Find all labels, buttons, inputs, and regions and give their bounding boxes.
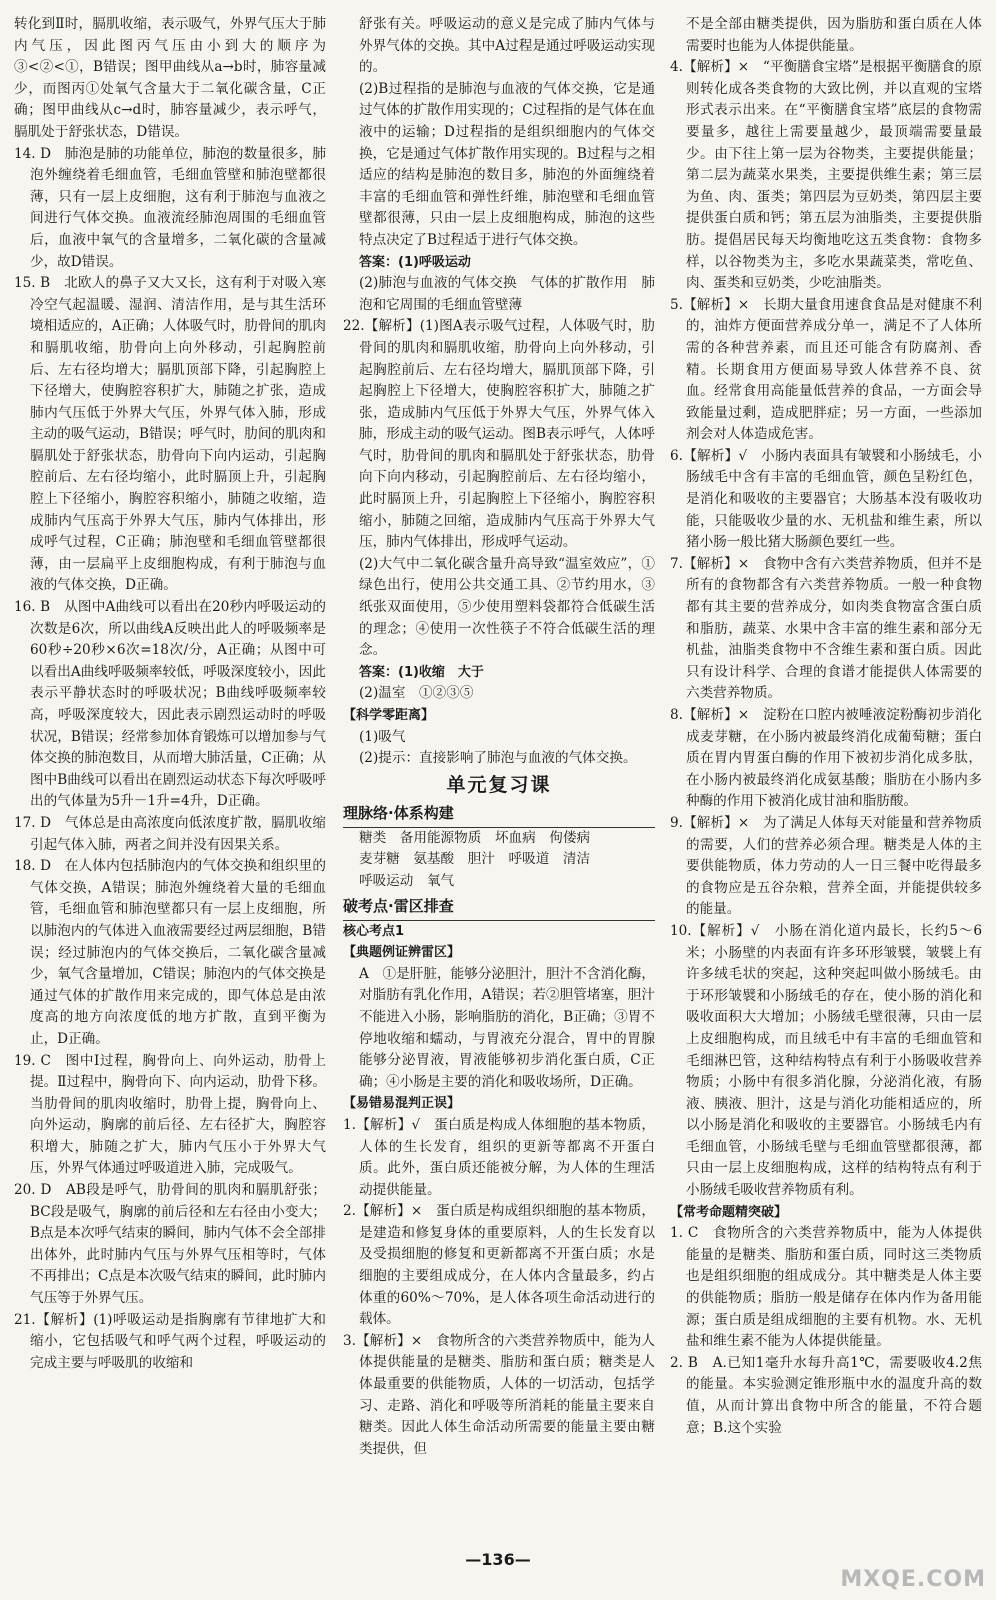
judge-7: 7.【解析】× 食物中含有六类营养物质，但并不是所有的食物都含有六类营养物质。一般一种食物都有其主要的营养成分，如肉类食物富含蛋白质和脂肪，蔬菜、水果中含丰富的维生素和部分无机盐，油脂类食物中不含维生素和蛋白质。因此只有设计科学、合理的食谱才能提供人体需要的六类营养物质。 [670, 555, 982, 702]
exam-answer-1: 1. C 食物所含的六类营养物质中，能为人体提供能量的是糖类、脂肪和蛋白质，同时这三类物质也是组织细胞的组成成分。其中糖类是人体主要的供能物质；脂肪一般是储存在体内作为备用能源；蛋白质是组成细胞的主要有机物。水、无机盐和维生素不能为人体提供能量。 [670, 1225, 982, 1350]
section-label: 【常考命题精突破】 [670, 1204, 788, 1220]
section-heading: 破考点·雷区排查 [343, 893, 655, 921]
answer-17: 17. D 气体总是由高浓度向低浓度扩散，膈肌收缩引起气体入肺，两者之间并没有因果关系。 [14, 814, 326, 853]
paragraph: (1)吸气 [359, 728, 406, 745]
judge-3: 3.【解析】× 食物所含的六类营养物质中，能为人体提供能量的是糖类、脂肪和蛋白质；糖类是人体最重要的供能物质，人体的一切活动，包括学习、走路、消化和呼吸等所消耗的能量主要来自糖类。因此人体生命活动所需要的能量主要由糖类提供，但 [343, 1332, 655, 1457]
answer-22: 22.【解析】(1)图A表示吸气过程，人体吸气时，肋骨间的肌肉和膈肌收缩，肋骨向上向外移动，引起胸腔前后、左右径均增大，膈肌顶部下降，引起胸腔上下径增大，使胸腔容积扩大，肺随之扩张，造成肺内气压低于外界大气压，外界气体入肺，形成主动的吸气运动。图B表示呼气，人体呼气时，肋骨间的肌肉和膈肌处于舒张状态，肋骨向下向内移动，引起胸腔前后、左右径均缩小，此时膈顶上升，引起胸腔上下径缩小，胸腔容积缩小，肺随之回缩，造成肺内气压高于外界大气压，肺内气体排出，形成呼气运动。 [343, 318, 655, 551]
section-label: 【典题例证辨雷区】 [343, 945, 461, 961]
keyword-row: 麦芽糖 氨基酸 胆汁 呼吸道 清洁 [359, 851, 591, 868]
paragraph: (2)B过程指的是肺泡与血液的气体交换，它是通过气体的扩散作用实现的；C过程指的是气体在血液中的运输；D过程指的是组织细胞内的气体交换，它是通过气体扩散作用实现的。B过程与之相适应的结构是肺泡的数目多，肺泡的外面缠绕着丰富的毛细血管和弹性纤维，肺泡壁和毛细血管壁都很薄，只由一层上皮细胞构成，肺泡的这些特点决定了B过程适于进行气体交换。 [359, 80, 655, 248]
judge-6: 6.【解析】√ 小肠内表面具有皱襞和小肠绒毛，小肠绒毛中含有丰富的毛细血管，颜色呈粉红色，是消化和吸收的主要器官；大肠基本没有吸收功能，只能吸收少量的水、无机盐和维生素，所以猪小肠一般比猪大肠颜色要红一些。 [670, 447, 982, 551]
judge-9: 9.【解析】× 为了满足人体每天对能量和营养物质的需要，人们的营养必须合理。糖类是人体的主要供能物质，体力劳动的人一日三餐中吃得最多的食物应是五谷杂粮，营养全面，并能提供较多的能量。 [670, 814, 982, 918]
answer-14: 14. D 肺泡是肺的功能单位，肺泡的数量很多，肺泡外缠绕着毛细血管，毛细血管壁和肺泡壁都很薄，只有一层上皮细胞，这有利于肺泡与血液之间进行气体交换。血液流经肺泡周围的毛细血管后，血液中氧气的含量增多，二氧化碳的含量减少，故D错误。 [14, 145, 326, 270]
paragraph: (2)温室 ①②③⑤ [359, 685, 474, 702]
keyword-row: 呼吸运动 氧气 [359, 872, 455, 889]
answer-21: 21.【解析】(1)呼吸运动是指胸廓有节律地扩大和缩小，它包括吸气和呼气两个过程，呼吸运动的完成主要与呼吸肌的收缩和 [14, 1311, 326, 1371]
judge-1: 1.【解析】√ 蛋白质是构成人体细胞的基本物质，人体的生长发育，组织的更新等都离不开蛋白质。此外，蛋白质还能被分解，为人体的生理活动提供能量。 [343, 1116, 655, 1198]
answer-20: 20. D AB段是呼气，肋骨间的肌肉和膈肌舒张；BC段是吸气，胸廓的前后径和左右径由小变大；B点是本次呼气结束的瞬间，肺内气体不会全部排出体外，此时肺内气压与外界气压相等时，气体不再排出；C点是本次吸气结束的瞬间，此时肺内气压等于外界气压。 [14, 1182, 326, 1307]
section-label: 【易错易混判正误】 [343, 1096, 461, 1112]
paragraph: (2)大气中二氧化碳含量升高导致“温室效应”，①绿色出行，使用公共交通工具、②节约用水，③纸张双面使用，⑤少使用塑料袋都符合低碳生活的理念；④使用一次性筷子不符合低碳生活的理念。 [359, 555, 655, 659]
judge-5: 5.【解析】× 长期大量食用速食食品是对健康不利的，油炸方便面营养成分单一，满足不了人体所需的各种营养素，而且还可能含有防腐剂、香精。长期食用方便面易导致人体营养不良、贫血。经常食用高能量低营养的食品，一方面会导致能量过剩，造成肥胖症；另一方面，一些添加剂会对人体造成危害。 [670, 296, 982, 443]
unit-title: 单元复习课 [446, 773, 552, 796]
answer-19: 19. C 图中Ⅰ过程，胸骨向上、向外运动，肋骨上提。Ⅱ过程中，胸骨向下、向内运动，肋骨下移。当肋骨间的肌肉收缩时，肋骨上提，胸骨向上、向外运动，胸廓的前后径、左右径扩大，胸腔容积增大，肺随之扩大，肺内气压小于外界大气压，外界气体通过呼吸道进入肺，完成吸气。 [14, 1052, 326, 1177]
answer-18: 18. D 在人体内包括肺泡内的气体交换和组织里的气体交换，A错误；肺泡外缠绕着大量的毛细血管，毛细血管和肺泡壁都只有一层上皮细胞，所以肺泡内的气体进入血液需要经过两层细胞，B错误；经过肺泡内的气体交换后，二氧化碳含量减少，氧气含量增加，C错误；肺泡内的气体交换是通过气体的扩散作用来完成的，即气体总是由浓度高的地方向浓度低的地方扩散，直到平衡为止，D正确。 [14, 858, 326, 1047]
judge-8: 8.【解析】× 淀粉在口腔内被唾液淀粉酶初步消化成麦芽糖，在小肠内被最终消化成葡萄糖；蛋白质在胃内胃蛋白酶的作用下被初步消化成多肽，在小肠内被最终消化成氨基酸；脂肪在小肠内多种酶的作用下被消化成甘油和脂肪酸。 [670, 707, 982, 810]
column-middle [343, 14, 655, 1460]
column-right [670, 14, 982, 1439]
paragraph: 转化到Ⅱ时，膈肌收缩，表示吸气，外界气压大于肺内气压，因此图丙气压由小到大的顺序为③<②<①，B错误；图甲曲线从a→b时，肺容量减少，而图丙①处氧气含量大于二氧化碳含量，C正确；图甲曲线从c→d时，肺容量减少，表示呼气，膈肌处于舒张状态，D错误。 [14, 16, 326, 140]
section-label: 【科学零距离】 [343, 708, 435, 723]
watermark: MXQE.COM [840, 1567, 986, 1592]
judge-10: 10.【解析】√ 小肠在消化道内最长，长约5～6米；小肠壁的内表面有许多环形皱襞，皱襞上有许多绒毛状的突起，这种突起叫做小肠绒毛。由于环形皱襞和小肠绒毛的存在，使小肠的消化和吸收面积大大增加；小肠绒毛壁很薄，只由一层上皮细胞构成，而且绒毛中有丰富的毛细血管和毛细淋巴管，这种结构特点有利于小肠吸收营养物质；小肠中有很多消化腺，分泌消化液，有肠液、胰液、胆汁，这是与消化功能相适应的，所以小肠是消化和吸收的主要器官。小肠绒毛内有毛细血管，小肠绒毛壁与毛细血管壁都很薄，都只由一层上皮细胞构成，这样的结构特点有利于小肠绒毛吸收营养物质有利。 [670, 922, 982, 1199]
exam-answer-2: 2. B A.已知1毫升水每升高1℃，需要吸收4.2焦的能量。本实验测定锥形瓶中水的温度升高的数值，从而计算出食物中所含的能量，不符合题意；B.这个实验 [670, 1354, 982, 1436]
section-heading: 理脉络·体系构建 [343, 800, 655, 828]
paragraph: (2)肺泡与血液的气体交换 气体的扩散作用 肺泡和它周围的毛细血管壁薄 [359, 275, 655, 313]
judge-4: 4.【解析】× “平衡膳食宝塔”是根据平衡膳食的原则转化成各类食物的大致比例，并以直观的宝塔形式表示出来。在“平衡膳食宝塔”底层的食物需要量多，越往上需要量越少，最顶端需要量最少。由下往上第一层为谷物类，主要提供能量；第二层为蔬菜水果类，主要提供维生素；第三层为鱼、肉、蛋类；第四层为豆奶类，第四层主要提供蛋白质和钙；第五层为油脂类，主要提供脂肪。提倡居民每天均衡地吃这五类食物：食物多样，以谷物类为主，多吃水果蔬菜类，常吃鱼、肉、蛋类和豆奶类，少吃油脂类。 [670, 59, 982, 292]
paragraph: 舒张有关。呼吸运动的意义是完成了肺内气体与外界气体的交换。其中A过程是通过呼吸运动实现的。 [359, 16, 655, 76]
column-left [14, 14, 326, 1374]
answer-15: 15. B 北欧人的鼻子又大又长，这有利于对吸入寒冷空气起温暖、湿润、清洁作用，是与其生活环境相适应的，A正确；人体吸气时，肋骨间的肌肉和膈肌收缩，肋骨向上向外移动，引起胸腔前后、左右径均增大；膈肌顶部下降，引起胸腔上下径增大，使胸腔容积扩大，肺随之扩张，造成肺内气压低于外界大气压，外界气体入肺，形成主动的吸气运动，B错误；呼气时，肋间的肌肉和膈肌处于舒张状态，肋骨向下向内运动，引起胸腔前后、左右径均缩小，此时膈顶上升，引起胸腔上下径缩小，胸腔容积缩小，肺随之收缩，造成肺内气压高于外界大气压，肺内气体排出，形成呼气过程，C正确；肺泡壁和毛细血管壁都很薄，由一层扁平上皮细胞构成，有利于肺泡与血液的气体交换，D正确。 [14, 275, 326, 594]
answer-16: 16. B 从图中A曲线可以看出在20秒内呼吸运动的次数是6次，所以曲线A反映出此人的呼吸频率是60秒÷20秒×6次=18次/分，A正确；从图中可以看出A曲线呼吸频率较低，呼吸深度较小，因此表示平静状态时的呼吸状况；B曲线呼吸频率较高，呼吸深度较大，因此表示剧烈运动时的呼吸状况，B错误；经常参加体育锻炼可以增加参与气体交换的肺泡数目，从而增大肺活量，C正确；从图中B曲线可以看出在剧烈运动状态下每次呼吸呼出的气体量为5升－1升=4升，D正确。 [14, 599, 326, 810]
paragraph: A ①是肝脏，能够分泌胆汁，胆汁不含消化酶，对脂肪有乳化作用，A错误；若②胆管堵塞，胆汁不能进入小肠，影响脂肪的消化，B正确；③胃不停地收缩和蠕动，与胃液充分混合，胃中的胃腺能够分泌胃液，胃液能够初步消化蛋白质，C正确；④小肠是主要的消化和吸收场所，D正确。 [359, 965, 655, 1090]
keyword-row: 糖类 备用能源物质 坏血病 佝偻病 [359, 829, 591, 846]
judge-2: 2.【解析】× 蛋白质是构成组织细胞的基本物质，是建造和修复身体的重要原料，人的生长发育以及受损细胞的修复和更新都离不开蛋白质；水是细胞的主要组成成分，在人体内含量最多，约占体重的60%～70%，是人体各项生命活动进行的载体。 [343, 1203, 655, 1328]
answer-label: 答案：(1)呼吸运动 [359, 254, 471, 270]
answer-label: 答案：(1)收缩 大于 [359, 664, 484, 680]
page-number: —136— [465, 1550, 531, 1569]
paragraph: (2)提示：直接影响了肺泡与血液的气体交换。 [359, 750, 637, 767]
paragraph: 不是全部由糖类提供，因为脂肪和蛋白质在人体需要时也能为人体提供能量。 [686, 16, 982, 54]
core-point-label: 核心考点1 [343, 923, 405, 939]
